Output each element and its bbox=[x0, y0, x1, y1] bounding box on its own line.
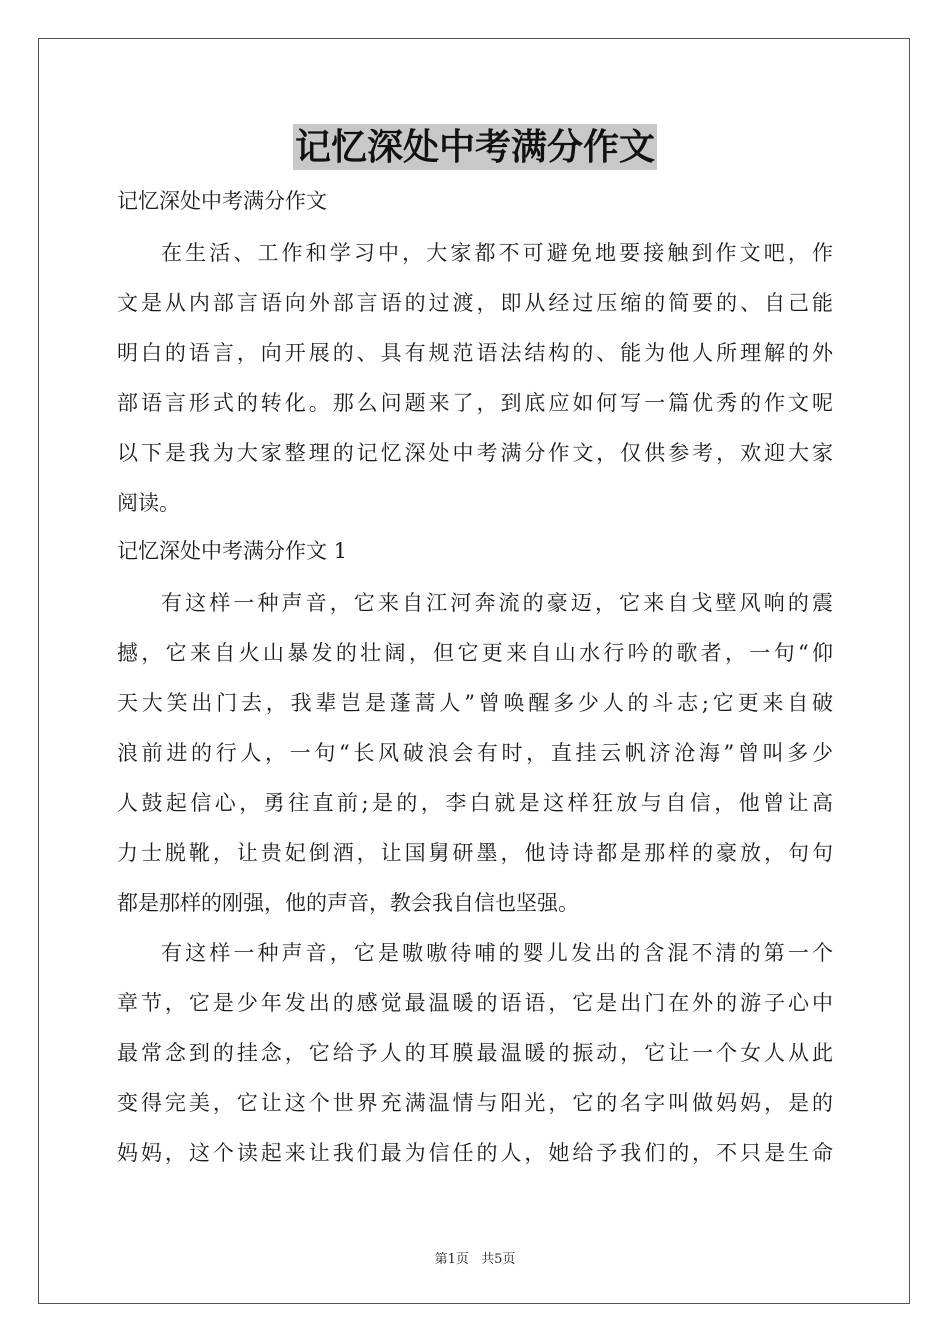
title-wrap bbox=[0, 124, 950, 170]
document-subtitle: 记忆深处中考满分作文 bbox=[117, 189, 327, 213]
paragraph-line: 力士脱靴，让贵妃倒酒，让国舅研墨，他诗诗都是那样的豪放，句句 bbox=[117, 841, 833, 865]
intro-paragraph bbox=[117, 228, 833, 528]
paragraph-line: 文是从内部言语向外部言语的过渡，即从经过压缩的简要的、自己能 bbox=[117, 291, 833, 315]
paragraph-line: 明白的语言，向开展的、具有规范语法结构的、能为他人所理解的外 bbox=[117, 341, 833, 365]
paragraph-line: 都是那样的刚强，他的声音，教会我自信也坚强。 bbox=[117, 891, 579, 915]
paragraph-line: 最常念到的挂念，它给予人的耳膜最温暖的振动，它让一个女人从此 bbox=[117, 1041, 833, 1065]
paragraph-line: 撼，它来自火山暴发的壮阔，但它更来自山水行吟的歌者，一句“仰 bbox=[117, 641, 833, 665]
paragraph-line: 阅读。 bbox=[117, 491, 180, 515]
section-heading: 记忆深处中考满分作文 1 bbox=[117, 539, 348, 563]
paragraph-line: 变得完美，它让这个世界充满温情与阳光，它的名字叫做妈妈，是的 bbox=[117, 1091, 833, 1115]
paragraph-line: 部语言形式的转化。那么问题来了，到底应如何写一篇优秀的作文呢 bbox=[117, 391, 833, 415]
paragraph-line: 以下是我为大家整理的记忆深处中考满分作文，仅供参考，欢迎大家 bbox=[117, 441, 833, 465]
page-number: 第1页 bbox=[434, 1252, 469, 1267]
document-body bbox=[117, 178, 833, 1178]
paragraph-line: 天大笑出门去，我辈岂是蓬蒿人”曾唤醒多少人的斗志;它更来自破 bbox=[117, 691, 833, 715]
page-footer bbox=[0, 1248, 950, 1267]
paragraph-line: 有这样一种声音，它来自江河奔流的豪迈，它来自戈壁风响的震 bbox=[161, 591, 833, 615]
paragraph-line: 章节，它是少年发出的感觉最温暖的语语，它是出门在外的游子心中 bbox=[117, 991, 833, 1015]
essay-paragraph-2 bbox=[117, 928, 833, 1178]
document-title: 记忆深处中考满分作文 bbox=[294, 126, 655, 168]
paragraph-line: 有这样一种声音，它是嗷嗷待哺的婴儿发出的含混不清的第一个 bbox=[161, 941, 833, 965]
paragraph-line: 浪前进的行人，一句“长风破浪会有时，直挂云帆济沧海”曾叫多少 bbox=[117, 741, 833, 765]
essay-paragraph-1 bbox=[117, 578, 833, 928]
paragraph-line: 妈妈，这个读起来让我们最为信任的人，她给予我们的，不只是生命 bbox=[117, 1141, 833, 1165]
paragraph-line: 在生活、工作和学习中，大家都不可避免地要接触到作文吧，作 bbox=[161, 241, 833, 265]
paragraph-line: 人鼓起信心，勇往直前;是的，李白就是这样狂放与自信，他曾让高 bbox=[117, 791, 833, 815]
page-total: 共5页 bbox=[481, 1252, 516, 1267]
